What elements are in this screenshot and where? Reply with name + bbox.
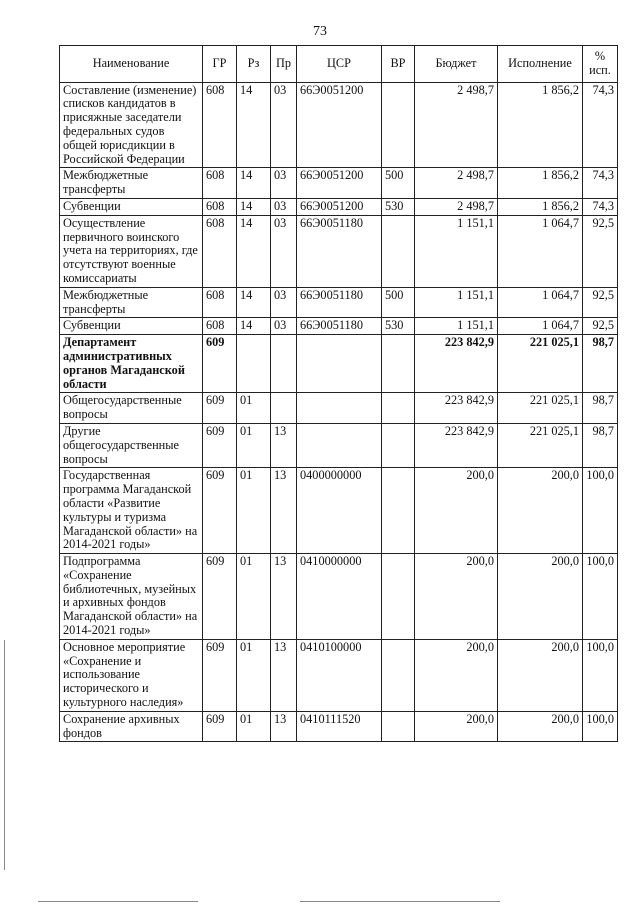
table-row: [60, 198, 618, 215]
cell-vr: 500: [382, 287, 415, 318]
cell-rz: 14: [237, 198, 271, 215]
cell-execution: 1 064,7: [498, 287, 583, 318]
cell-csr: 66Э0051180: [297, 215, 382, 287]
cell-percent: 100,0: [583, 468, 618, 554]
cell-pr: 03: [271, 168, 297, 199]
table-row: [60, 287, 618, 318]
cell-pr: 13: [271, 423, 297, 467]
scan-edge-mark: [4, 640, 5, 870]
cell-name: Субвенции: [60, 318, 203, 335]
budget-table: [59, 45, 618, 742]
cell-rz: 01: [237, 554, 271, 640]
cell-name: Другие общегосударственные вопросы: [60, 423, 203, 467]
cell-name: Составление (изменение) списков кандидатов в присяжные заседатели федеральных судов общей юрисдикции в Российской Федерации: [60, 82, 203, 168]
cell-budget: 223 842,9: [415, 393, 498, 424]
cell-csr: 66Э0051180: [297, 287, 382, 318]
cell-csr: 0400000000: [297, 468, 382, 554]
cell-budget: 200,0: [415, 554, 498, 640]
cell-rz: 01: [237, 423, 271, 467]
scan-edge-mark: [38, 901, 198, 902]
cell-rz: 14: [237, 287, 271, 318]
page-number: 73: [313, 24, 327, 39]
cell-execution: 200,0: [498, 711, 583, 742]
cell-percent: 92,5: [583, 318, 618, 335]
cell-percent: 92,5: [583, 287, 618, 318]
cell-csr: [297, 335, 382, 393]
cell-pr: 03: [271, 287, 297, 318]
header-percent-sign: %: [594, 49, 606, 63]
cell-execution: 200,0: [498, 554, 583, 640]
cell-execution: 200,0: [498, 468, 583, 554]
cell-gr: 608: [203, 82, 237, 168]
table-row: [60, 215, 618, 287]
table-row: [60, 335, 618, 393]
cell-budget: 200,0: [415, 711, 498, 742]
cell-csr: 0410111520: [297, 711, 382, 742]
cell-name: Субвенции: [60, 198, 203, 215]
cell-rz: 14: [237, 215, 271, 287]
cell-gr: 608: [203, 168, 237, 199]
cell-pr: 13: [271, 554, 297, 640]
cell-execution: 200,0: [498, 639, 583, 711]
table-row: [60, 82, 618, 168]
cell-rz: [237, 335, 271, 393]
cell-budget: 2 498,7: [415, 82, 498, 168]
cell-name: Департамент административных органов Магаданской области: [60, 335, 203, 393]
table-row: [60, 318, 618, 335]
cell-csr: 0410100000: [297, 639, 382, 711]
cell-csr: 0410000000: [297, 554, 382, 640]
cell-name: Государственная программа Магаданской области «Развитие культуры и туризма Магаданской области» на 2014-2021 годы»: [60, 468, 203, 554]
cell-gr: 609: [203, 554, 237, 640]
cell-name: Сохранение архивных фондов: [60, 711, 203, 742]
cell-csr: 66Э0051200: [297, 198, 382, 215]
table-row: [60, 423, 618, 467]
cell-name: Межбюджетные трансферты: [60, 287, 203, 318]
cell-gr: 608: [203, 318, 237, 335]
table-header-row: [60, 46, 618, 83]
cell-vr: [382, 423, 415, 467]
cell-vr: 530: [382, 318, 415, 335]
cell-execution: 1 064,7: [498, 318, 583, 335]
cell-name: Основное мероприятие «Сохранение и использование исторического и культурного наследия»: [60, 639, 203, 711]
cell-pr: 13: [271, 711, 297, 742]
cell-percent: 74,3: [583, 82, 618, 168]
cell-execution: 1 856,2: [498, 168, 583, 199]
table-row: [60, 639, 618, 711]
cell-pr: 13: [271, 468, 297, 554]
cell-csr: [297, 393, 382, 424]
cell-vr: 500: [382, 168, 415, 199]
cell-csr: 66Э0051200: [297, 168, 382, 199]
cell-percent: 98,7: [583, 393, 618, 424]
cell-pr: 03: [271, 198, 297, 215]
cell-vr: [382, 711, 415, 742]
cell-pr: 13: [271, 639, 297, 711]
cell-vr: 530: [382, 198, 415, 215]
cell-budget: 2 498,7: [415, 198, 498, 215]
cell-name: Общегосударственные вопросы: [60, 393, 203, 424]
cell-pr: 03: [271, 215, 297, 287]
cell-pr: [271, 393, 297, 424]
header-gr: ГР: [203, 46, 237, 83]
cell-vr: [382, 393, 415, 424]
cell-gr: 608: [203, 215, 237, 287]
cell-vr: [382, 639, 415, 711]
cell-percent: 100,0: [583, 639, 618, 711]
cell-pr: 03: [271, 82, 297, 168]
header-name: Наименование: [60, 46, 203, 83]
cell-execution: 221 025,1: [498, 393, 583, 424]
cell-budget: 200,0: [415, 468, 498, 554]
cell-execution: 1 064,7: [498, 215, 583, 287]
cell-budget: 1 151,1: [415, 318, 498, 335]
cell-gr: 609: [203, 393, 237, 424]
cell-percent: 98,7: [583, 423, 618, 467]
header-rz: Рз: [237, 46, 271, 83]
cell-csr: [297, 423, 382, 467]
table-row: [60, 554, 618, 640]
header-percent-label: исп.: [589, 62, 611, 77]
cell-rz: 14: [237, 82, 271, 168]
header-budget: Бюджет: [415, 46, 498, 83]
cell-rz: 01: [237, 711, 271, 742]
cell-rz: 01: [237, 393, 271, 424]
cell-gr: 609: [203, 335, 237, 393]
cell-percent: 74,3: [583, 198, 618, 215]
cell-pr: 03: [271, 318, 297, 335]
cell-budget: 200,0: [415, 639, 498, 711]
cell-rz: 01: [237, 639, 271, 711]
cell-percent: 100,0: [583, 711, 618, 742]
cell-rz: 14: [237, 318, 271, 335]
cell-rz: 01: [237, 468, 271, 554]
cell-percent: 92,5: [583, 215, 618, 287]
cell-gr: 609: [203, 639, 237, 711]
cell-vr: [382, 335, 415, 393]
cell-csr: 66Э0051180: [297, 318, 382, 335]
cell-gr: 608: [203, 287, 237, 318]
cell-budget: 1 151,1: [415, 287, 498, 318]
table-row: [60, 393, 618, 424]
cell-gr: 608: [203, 198, 237, 215]
cell-name: Межбюджетные трансферты: [60, 168, 203, 199]
scan-edge-mark: [300, 901, 500, 902]
cell-percent: 100,0: [583, 554, 618, 640]
table-row: [60, 468, 618, 554]
cell-execution: 1 856,2: [498, 198, 583, 215]
cell-execution: 221 025,1: [498, 423, 583, 467]
header-execution: Исполнение: [498, 46, 583, 83]
header-vr: ВР: [382, 46, 415, 83]
cell-execution: 1 856,2: [498, 82, 583, 168]
cell-vr: [382, 215, 415, 287]
cell-budget: 2 498,7: [415, 168, 498, 199]
cell-vr: [382, 82, 415, 168]
cell-budget: 1 151,1: [415, 215, 498, 287]
cell-vr: [382, 554, 415, 640]
cell-name: Осуществление первичного воинского учета на территориях, где отсутствуют военные комиссариаты: [60, 215, 203, 287]
header-pr: Пр: [271, 46, 297, 83]
table-row: [60, 168, 618, 199]
cell-name: Подпрограмма «Сохранение библиотечных, музейных и архивных фондов Магаданской области» на 2014-2021 годы»: [60, 554, 203, 640]
cell-pr: [271, 335, 297, 393]
cell-gr: 609: [203, 468, 237, 554]
cell-percent: 98,7: [583, 335, 618, 393]
cell-rz: 14: [237, 168, 271, 199]
cell-budget: 223 842,9: [415, 335, 498, 393]
cell-vr: [382, 468, 415, 554]
cell-gr: 609: [203, 711, 237, 742]
table-row: [60, 711, 618, 742]
cell-percent: 74,3: [583, 168, 618, 199]
cell-execution: 221 025,1: [498, 335, 583, 393]
header-csr: ЦСР: [297, 46, 382, 83]
header-percent: [583, 46, 618, 83]
cell-csr: 66Э0051200: [297, 82, 382, 168]
cell-budget: 223 842,9: [415, 423, 498, 467]
cell-gr: 609: [203, 423, 237, 467]
